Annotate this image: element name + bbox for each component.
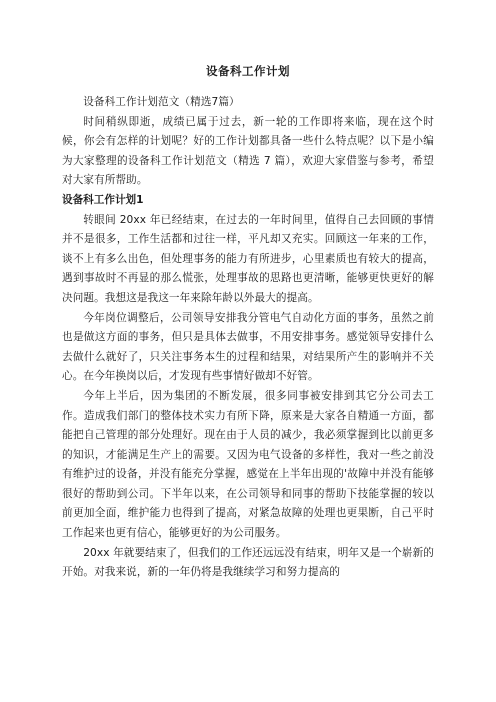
body-paragraph-4: 20xx 年就要结束了，但我们的工作还远远没有结束，明年又是一个崭新的开始。对我来说，新的一年仍将是我继续学习和努力提高的 — [62, 546, 434, 579]
body-paragraph-3: 今年上半后，因为集团的不断发展，很多同事被安排到其它分公司去工作。造成我们部门的整体技术实力有所下降，原来是大家各自精通一方面，都能把自己管理的部分处理好。现在由于人员的减少，我必须掌握到比以前更多的知识，才能满足生产上的需要。又因为电气设备的多样性，我对一些之前没有维护过的设备，并没有能充分掌握，感觉在上半年出现的'故障中并没有能够很好的帮助到公司。下半年以来，在公司领导和同事的帮助下技能掌握的较以前更加全面，维护能力也得到了提高，对紧急故障的处理也更果断，自己平时工作起来也更有信心，能够更好的为公司服务。 — [62, 389, 434, 540]
body-paragraph-1: 转眼间 20xx 年已经结束，在过去的一年时间里，值得自己去回顾的事情并不是很多，工作生活都和过往一样，平凡却又充实。回顾这一年来的工作，谈不上有多么出色，但处理事务的能力有所进步，心里素质也有较大的提高，遇到事故时不再显的那么慌张，处理事故的思路也更清晰，能够更快更好的解决问题。我想这是我这一年来除年龄以外最大的提高。 — [62, 213, 434, 304]
intro-paragraph: 时间稍纵即逝，成绩已属于过去，新一轮的工作即将来临，现在这个时候，你会有怎样的计划呢？好的工作计划都具备一些什么特点呢？以下是小编为大家整理的设备科工作计划范文（精选 7 篇），欢迎大家借鉴与参考，希望对大家有所帮助。 — [62, 115, 434, 187]
intro-line: 设备科工作计划范文（精选7篇） — [83, 96, 240, 108]
section-heading: 设备科工作计划1 — [62, 193, 144, 206]
document-title: 设备科工作计划 — [206, 64, 290, 78]
body-paragraph-2: 今年岗位调整后，公司领导安排我分管电气自动化方面的事务，虽然之前也是做这方面的事务，但只是具体去做事，不用安排事务。感觉领导安排什么去做什么就好了，只关注事务本生的过程和结果，对结果所产生的影响并不关心。在今年换岗以后，才发现有些事情好做却不好管。 — [62, 311, 434, 383]
